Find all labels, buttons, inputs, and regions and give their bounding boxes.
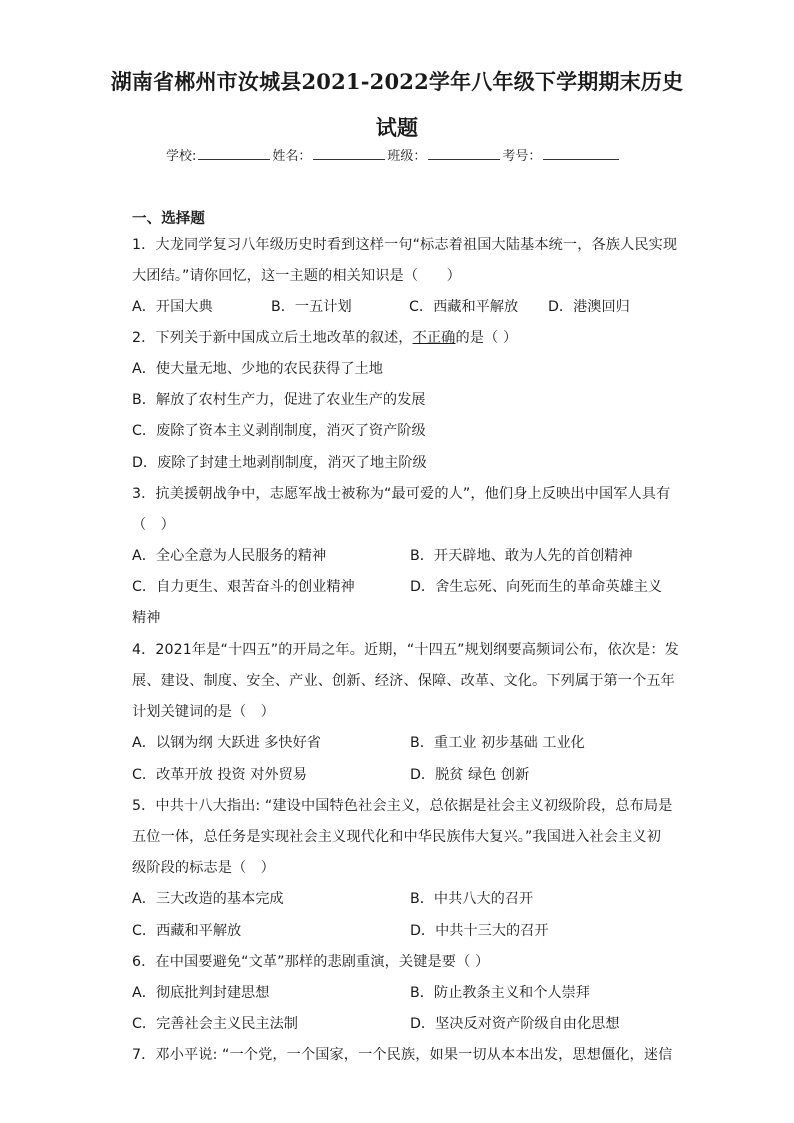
q3-option-c[interactable]: C．自力更生、艰苦奋斗的创业精神 (132, 579, 355, 595)
q5-option-a[interactable]: A．三大改造的基本完成 (132, 891, 284, 907)
q4-option-d[interactable]: D．脱贫 绿色 创新 (410, 767, 530, 783)
exam-number-field[interactable] (543, 145, 619, 160)
q2-option-a[interactable]: A．使大量无地、少地的农民获得了土地 (132, 361, 383, 377)
question-2-line-1 (132, 327, 517, 347)
q2-prefix: 2．下列关于新中国成立后土地改革的叙述， (132, 330, 413, 346)
q2-emphasis: 不正确 (412, 330, 456, 346)
q6-option-a[interactable]: A．彻底批判封建思想 (132, 985, 270, 1001)
q6-option-b[interactable]: B．防止教条主义和个人崇拜 (410, 985, 590, 1001)
q3-option-b[interactable]: B．开天辟地、敢为人先的首创精神 (410, 548, 633, 564)
q1-option-c[interactable]: C．西藏和平解放 (409, 299, 519, 315)
q6-option-c[interactable]: C．完善社会主义民主法制 (132, 1016, 298, 1032)
question-5-line-2: 五位一体，总任务是实现社会主义现代化和中华民族伟大复兴。”我国进入社会主义初 (132, 829, 661, 845)
section-heading: 一、选择题 (132, 211, 205, 227)
name-label: 姓名： (272, 149, 312, 164)
exam-number-label: 考号： (502, 149, 542, 164)
student-info (166, 145, 621, 164)
q2-option-c[interactable]: C．废除了资本主义剥削制度，消灭了资产阶级 (132, 423, 426, 439)
q2-option-b[interactable]: B．解放了农村生产力，促进了农业生产的发展 (132, 392, 426, 408)
q4-option-b[interactable]: B．重工业 初步基础 工业化 (410, 735, 585, 751)
question-4-line-1: 4．2021年是“十四五”的开局之年。近期，“十四五”规划纲要高频词公布，依次是：发 (132, 642, 679, 658)
question-4-line-2: 展、建设、制度、安全、产业、创新、经济、保障、改革、文化。下列属于第一个五年 (132, 673, 675, 689)
q5-option-c[interactable]: C．西藏和平解放 (132, 923, 242, 939)
page-title: 湖南省郴州市汝城县2021-2022学年八年级下学期期末历史 (110, 69, 684, 94)
question-6-line-1: 6．在中国要避免“文革”那样的悲剧重演，关键是要（ ） (132, 954, 490, 970)
question-1-line-2: 大团结。”请你回忆，这一主题的相关知识是（ ） (132, 268, 461, 284)
q3-option-d-cont: 精神 (132, 610, 161, 626)
question-4-line-3: 计划关键词的是（ ） (132, 704, 275, 720)
question-5-line-1: 5．中共十八大指出: “建设中国特色社会主义，总依据是社会主义初级阶段，总布局是 (132, 798, 673, 814)
q2-option-d[interactable]: D．废除了封建土地剥削制度，消灭了地主阶级 (132, 455, 427, 471)
question-7-line-1: 7．邓小平说: “一个党，一个国家，一个民族，如果一切从本本出发，思想僵化，迷信 (132, 1047, 673, 1063)
q1-option-a[interactable]: A．开国大典 (132, 299, 213, 315)
question-3-line-1: 3．抗美援朝战争中，志愿军战士被称为“最可爱的人”，他们身上反映出中国军人具有 (132, 486, 671, 502)
q5-option-d[interactable]: D．中共十三大的召开 (410, 923, 549, 939)
q5-option-b[interactable]: B．中共八大的召开 (410, 891, 534, 907)
q3-option-d[interactable]: D．舍生忘死、向死而生的革命英雄主义 (410, 579, 663, 595)
q1-option-d[interactable]: D．港澳回归 (548, 299, 630, 315)
name-field[interactable] (313, 145, 385, 160)
q4-option-c[interactable]: C．改革开放 投资 对外贸易 (132, 767, 307, 783)
question-5-line-3: 级阶段的标志是（ ） (132, 860, 275, 876)
class-field[interactable] (428, 145, 500, 160)
school-label: 学校: (166, 149, 197, 164)
school-field[interactable] (198, 145, 270, 160)
q2-suffix: 的是（ ） (455, 330, 518, 346)
q1-option-b[interactable]: B．一五计划 (271, 299, 352, 315)
question-3-line-2: （ ） (132, 517, 175, 533)
q3-option-a[interactable]: A．全心全意为人民服务的精神 (132, 548, 327, 564)
class-label: 班级： (387, 149, 427, 164)
q6-option-d[interactable]: D．坚决反对资产阶级自由化思想 (410, 1016, 620, 1032)
page-title-cont: 试题 (375, 115, 419, 140)
q4-option-a[interactable]: A．以钢为纲 大跃进 多快好省 (132, 735, 321, 751)
question-1-line-1: 1．大龙同学复习八年级历史时看到这样一句“标志着祖国大陆基本统一，各族人民实现 (132, 237, 678, 253)
